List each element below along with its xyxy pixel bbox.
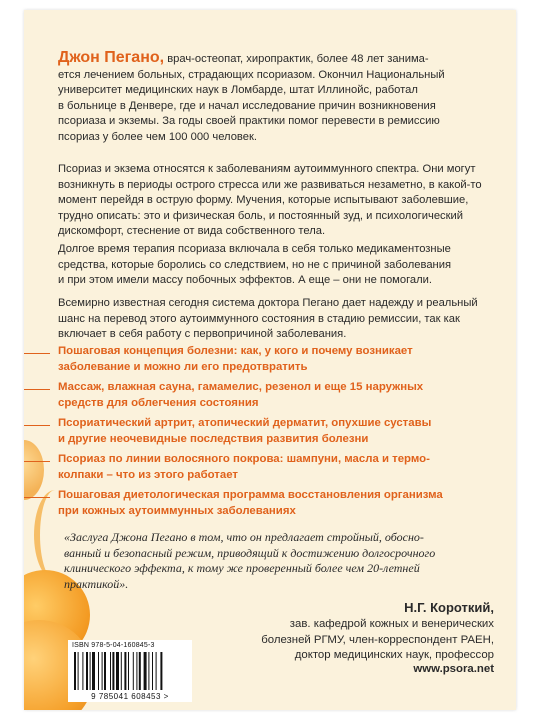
barcode-bar — [90, 652, 91, 690]
author-bio — [58, 50, 498, 145]
barcode-bar — [78, 652, 79, 690]
paragraph-line: Всемирно известная сегодня система доктора Пегано дает надежду и реальный — [58, 297, 478, 309]
endorsement-quote — [64, 530, 498, 592]
author-name: Джон Пегано, — [58, 49, 165, 66]
barcode-bar — [139, 652, 141, 690]
isbn-barcode — [68, 640, 192, 702]
barcode-bar — [112, 652, 114, 690]
barcode-bar — [148, 652, 149, 690]
bullet-text — [58, 488, 498, 519]
quote-line: ванный и безопасный режим, приводящий к достижению долгосрочного — [64, 545, 436, 560]
bullet-line-marker — [24, 353, 50, 354]
barcode-bars — [74, 652, 186, 690]
bullet-text — [58, 416, 498, 447]
isbn-text: ISBN 978-5-04-160845-3 — [72, 642, 155, 649]
credential-line: болезней РГМУ, член-корреспондент РАЕН, — [261, 633, 494, 646]
credential-line: зав. кафедрой кожных и венерических — [289, 618, 494, 630]
barcode-bar — [133, 652, 134, 690]
description-paragraph — [58, 296, 498, 343]
bio-line: псориаз у более чем 100 000 человек. — [58, 130, 257, 143]
paragraph-line: момент перейдя в острую форму. Мучения, которые испытывают заболевшие, — [58, 194, 469, 206]
paragraph-line: Долгое время терапия псориаза включала в себя только медикаментозные — [58, 243, 451, 255]
barcode-bar — [92, 652, 95, 690]
bullet-line-marker — [24, 425, 50, 426]
description-paragraph — [58, 162, 498, 240]
paragraph-line: средства, которые боролись со следствием, но не с причиной заболевания — [58, 258, 452, 271]
barcode-bar — [86, 652, 88, 690]
orange-slice-decoration — [24, 440, 44, 500]
barcode-number: 9 785041 608453 > — [91, 692, 169, 701]
quote-line: «Заслуга Джона Пегано в том, что он предлагает стройный, обосно- — [64, 530, 424, 544]
barcode-bar — [160, 652, 162, 690]
barcode-bar — [156, 652, 157, 690]
endorser-credentials — [194, 617, 494, 664]
paragraph-line: Псориаз и экзема относятся к заболеваниям аутоиммунного спектра. Они могут — [58, 163, 476, 175]
bullet-text — [58, 344, 498, 375]
barcode-bar — [152, 652, 153, 690]
paragraph-line: включает в себя работу с первопричиной заболевания. — [58, 328, 347, 340]
bullet-line: и другие неочевидные последствия развития болезни — [58, 432, 369, 445]
paragraph-line: дискомфорт, стеснение от вида собственного тела. — [58, 225, 326, 237]
website-url: www.psora.net — [413, 663, 494, 675]
barcode-bar — [121, 652, 122, 690]
barcode-bar — [82, 652, 83, 690]
barcode-bar — [104, 652, 106, 690]
bullet-line: средств для облегчения состояния — [58, 396, 259, 409]
paragraph-line: шанс на перевод этого аутоиммунного состояния в стадию ремиссии, так как — [58, 312, 460, 325]
bullet-line: Псориаз по линии волосяного покрова: шампуни, масла и термо- — [58, 453, 430, 465]
quote-line: клинического эффекта, к тому же проверенный более чем 20-летней — [64, 561, 420, 575]
barcode-bar — [116, 652, 119, 690]
barcode-bar — [144, 652, 147, 690]
bullet-text — [58, 452, 498, 483]
bio-line: псориаза и экземы. За годы своей практики помог перевести в ремиссию — [58, 115, 440, 127]
barcode-bar — [128, 652, 129, 690]
bio-line: врач-остеопат, хиропрактик, более 48 лет занима- — [167, 53, 429, 65]
paragraph-line: возникнуть в периоды острого стресса или же развиваться незаметно, в какой-то — [58, 178, 482, 191]
back-cover — [24, 10, 516, 710]
paragraph-line: трудно описать: это и физическая боль, и постоянный зуд, и психологический — [58, 209, 464, 222]
bullet-line: Псориатический артрит, атопический дерматит, опухшие суставы — [58, 417, 432, 429]
bullet-line-marker — [24, 389, 50, 390]
bullet-line-marker — [24, 497, 50, 498]
description-paragraph — [58, 242, 498, 289]
bullet-line: колпаки – что из этого работает — [58, 468, 238, 481]
barcode-bar — [136, 652, 137, 690]
barcode-bar — [110, 652, 111, 690]
bullet-text — [58, 380, 498, 411]
bullet-line: при кожных аутоиммунных заболеваниях — [58, 504, 296, 517]
quote-line: практикой». — [64, 576, 129, 591]
bullet-line: Массаж, влажная сауна, гамамелис, резенол и еще 15 наружных — [58, 381, 424, 393]
credential-line: доктор медицинских наук, профессор — [294, 649, 494, 661]
bio-line: университет медицинских наук в Ломбарде, штат Иллинойс, работал — [58, 84, 418, 96]
bullet-line: заболевание и можно ли его предотвратить — [58, 360, 308, 373]
bio-line: в больнице в Денвере, где и начал исследование причин возникновения — [58, 99, 436, 112]
barcode-bar — [98, 652, 99, 690]
bullet-line: Пошаговая диетологическая программа восстановления организма — [58, 489, 443, 501]
barcode-bar — [124, 652, 126, 690]
endorser-name: Н.Г. Короткий, — [404, 600, 494, 615]
bullet-line: Пошаговая концепция болезни: как, у кого и почему возникает — [58, 345, 413, 357]
barcode-bar — [102, 652, 103, 690]
bullet-line-marker — [24, 461, 50, 462]
bio-line: ется лечением больных, страдающих псориазом. Окончил Национальный — [58, 68, 445, 81]
barcode-bar — [74, 652, 76, 690]
paragraph-line: и при этом имели массу побочных эффектов. А еще – они не помогали. — [58, 274, 433, 286]
